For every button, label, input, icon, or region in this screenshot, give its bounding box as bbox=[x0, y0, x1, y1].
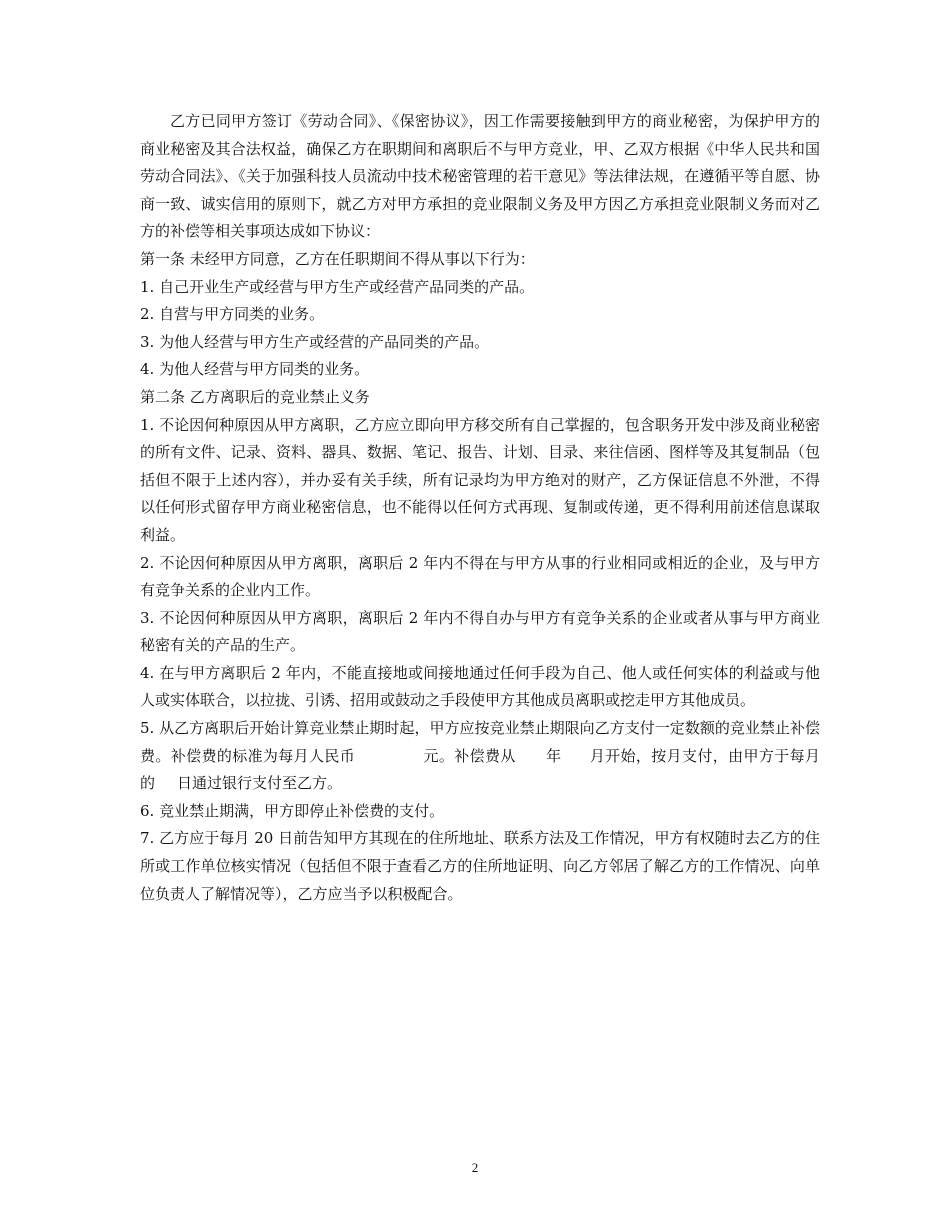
article-2-item-6: 6. 竞业禁止期满，甲方即停止补偿费的支付。 bbox=[140, 801, 445, 820]
article-1-item-4: 4. 为他人经营与甲方同类的业务。 bbox=[140, 360, 370, 379]
item-5-text-a: 5. 从乙方离职后开始计算竞业禁止期时起，甲方应按竞业禁止期限向乙方支付一定数额的竞业禁止补偿费。补偿费的标准为每月人民币 bbox=[140, 719, 820, 765]
article-2-item-5 bbox=[140, 715, 820, 798]
item-5-text-d: 月开始，按月支付，由甲方于每月的 bbox=[140, 746, 820, 793]
article-1-heading: 第一条 未经甲方同意，乙方在任职期间不得从事以下行为： bbox=[140, 249, 535, 268]
page-number: 2 bbox=[471, 1160, 479, 1175]
article-1-item-2: 2. 自营与甲方同类的业务。 bbox=[140, 305, 325, 324]
article-2-item-2: 2. 不论因何种原因从甲方离职，离职后 2 年内不得在与甲方从事的行业相同或相近的企业，及与甲方有竞争关系的企业内工作。 bbox=[140, 553, 820, 600]
document-body bbox=[140, 108, 820, 908]
article-2-heading: 第二条 乙方离职后的竞业禁止义务 bbox=[140, 387, 370, 406]
intro-paragraph: 乙方已同甲方签订《劳动合同》、《保密协议》，因工作需要接触到甲方的商业秘密，为保护甲方的商业秘密及其合法权益，确保乙方在职期间和离职后不与甲方竞业，甲、乙双方根据《中华人民共和国劳动合同法》、《关于加强科技人员流动中技术秘密管理的若干意见》等法律法规，在遵循平等自愿、协商一致、诚实信用的原则下，就乙方对甲方承担的竞业限制义务及甲方因乙方承担竞业限制义务而对乙方的补偿等相关事项达成如下协议： bbox=[140, 112, 820, 241]
article-2-item-7: 7. 乙方应于每月 20 日前告知甲方其现在的住所地址、联系方法及工作情况，甲方有权随时去乙方的住所或工作单位核实情况（包括但不限于查看乙方的住所地证明、向乙方邻居了解乙方的工作情况、向单位负责人了解情况等），乙方应当予以积极配合。 bbox=[140, 829, 820, 903]
item-5-text-b: 元。补偿费从 bbox=[423, 746, 516, 765]
item-5-text-e: 日通过银行支付至乙方。 bbox=[177, 774, 343, 793]
item-5-text-c: 年 bbox=[545, 746, 562, 765]
article-2-item-1: 1. 不论因何种原因从甲方离职，乙方应立即向甲方移交所有自己掌握的，包含职务开发中涉及商业秘密的所有文件、记录、资料、器具、数据、笔记、报告、计划、目录、来往信函、图样等及其复制品（包括但不限于上述内容），并办妥有关手续，所有记录均为甲方绝对的财产，乙方保证信息不外泄，不得以任何形式留存甲方商业秘密信息，也不能得以任何方式再现、复制或传递，更不得利用前述信息谋取利益。 bbox=[140, 415, 820, 544]
article-1-item-1: 1. 自己开业生产或经营与甲方生产或经营产品同类的产品。 bbox=[140, 277, 535, 296]
article-2-item-4: 4. 在与甲方离职后 2 年内，不能直接地或间接地通过任何手段为自己、他人或任何实体的利益或与他人或实体联合，以拉拢、引诱、招用或鼓动之手段使甲方其他成员离职或挖走甲方其他成员。 bbox=[140, 663, 820, 710]
article-1-item-3: 3. 为他人经营与甲方生产或经营的产品同类的产品。 bbox=[140, 332, 490, 351]
article-2-item-3: 3. 不论因何种原因从甲方离职，离职后 2 年内不得自办与甲方有竞争关系的企业或者从事与甲方商业秘密有关的产品的生产。 bbox=[140, 608, 820, 655]
